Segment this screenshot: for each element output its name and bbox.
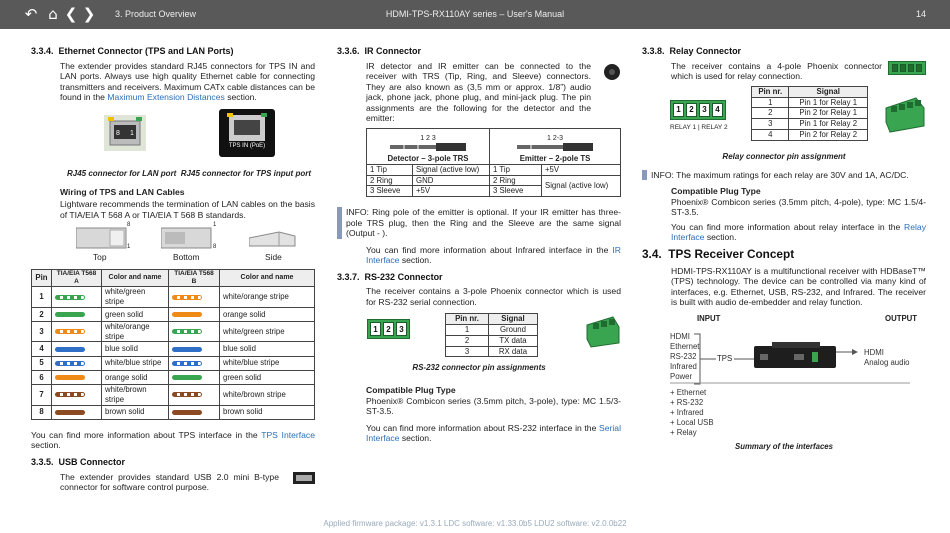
wire-icon: [55, 329, 85, 334]
table-cell: 2 Ring: [367, 175, 413, 186]
plug-pin-numbers: 1 2-3: [547, 134, 563, 142]
relay-plug-image: [882, 94, 926, 134]
wire-icon: [55, 312, 85, 317]
rj45-lan-connector-image: [104, 115, 146, 151]
pin-number: 3: [699, 103, 710, 117]
pin-cell: 4: [32, 342, 52, 356]
relay-pin-table: [751, 86, 868, 141]
figure-caption: RS-232 connector pin assignments: [412, 363, 546, 373]
table-cell: green solid: [220, 370, 315, 384]
paragraph: You can find more information about relay interface in the Relay Interface section.: [671, 221, 926, 243]
back-icon[interactable]: ↶: [24, 5, 38, 24]
wiring-table: [31, 269, 315, 420]
table-row: 3 RX data: [446, 346, 538, 357]
info-note: INFO: Ring pole of the emitter is optional. If your IR emitter has three-pole TRS plug, then the Ring and the Sleeve are the same signal (Output - ).: [337, 207, 621, 238]
table-row: [367, 175, 621, 186]
tps-label: TPS: [717, 353, 733, 363]
column-header: Color and name: [220, 270, 315, 287]
wire-icon: [172, 295, 202, 300]
plug-pin-numbers: 1 2 3: [420, 134, 436, 142]
wire-color-cell: [169, 307, 220, 321]
subheading: Wiring of TPS and LAN Cables: [60, 186, 185, 197]
pin-number: 2: [686, 103, 697, 117]
pin-number: 1: [673, 103, 684, 117]
view-label: Bottom: [173, 252, 200, 263]
input-list: HDMI Ethernet RS-232 Infrared Power: [670, 331, 700, 382]
pin-mark: 1: [213, 222, 217, 229]
table-row: [32, 356, 315, 370]
wire-icon: [55, 375, 85, 380]
previous-page-icon[interactable]: ❮: [64, 5, 78, 24]
section-heading: 3.3.4. Ethernet Connector (TPS and LAN Ports): [31, 46, 234, 56]
wire-color-cell: [52, 342, 102, 356]
table-row: [32, 342, 315, 356]
wire-icon: [55, 347, 85, 352]
pin-cell: 1: [32, 287, 52, 307]
extras-list: + Ethernet + RS-232 + Infrared + Local USB + Relay: [670, 387, 714, 438]
rs232-figure: [337, 313, 621, 363]
table-row: [32, 307, 315, 321]
pin-cell: 7: [32, 385, 52, 405]
trs-plug-image: [388, 143, 468, 151]
wire-icon: [172, 329, 202, 334]
rj45-bottom-view-image: [161, 226, 213, 250]
wire-color-cell: [52, 287, 102, 307]
breadcrumb: 3. Product Overview: [115, 9, 197, 19]
column-header: TIA/EIA T568 A: [52, 270, 102, 287]
paragraph: The extender provides standard USB 2.0 mini B-type connector for software control purpose.: [60, 471, 279, 493]
receiver-device-image: [754, 342, 836, 374]
relay-connector-image: [670, 100, 726, 120]
table-cell: 3 Sleeve: [490, 186, 542, 197]
input-label: INPUT: [697, 313, 721, 323]
pin-mark: 8: [127, 222, 131, 229]
paragraph: Phoenix® Combicon series (3.5mm pitch, 3-pole), type: MC 1.5/3-ST-3.5.: [366, 395, 621, 417]
wire-color-cell: [52, 322, 102, 342]
table-cell: brown solid: [102, 405, 169, 419]
table-row: [32, 322, 315, 342]
paragraph: The receiver contains a 3-pole Phoenix connector which is used for RS-232 serial connection.: [366, 286, 621, 307]
table-row: [367, 164, 621, 175]
paragraph: You can find more information about TPS interface in the TPS Interface section.: [31, 429, 315, 451]
column-header: Signal: [488, 314, 537, 325]
link[interactable]: TPS Interface: [261, 429, 315, 440]
wire-icon: [172, 375, 202, 380]
wire-icon: [172, 410, 202, 415]
table-row: [32, 287, 315, 307]
svg-text:1: 1: [130, 129, 134, 137]
wire-icon: [172, 312, 202, 317]
table-cell: white/orange stripe: [220, 287, 315, 307]
paragraph: IR detector and IR emitter can be connected to the receiver with TRS (Tip, Ring, and Sleeve) connectors. They are also known as (3,5 mm or approx. 1/8”) audio jack, phone jack, phone plug, and mini-jack plug. The pin assignments are the following for the detector and the emitter:: [366, 60, 591, 124]
ir-jack-image: [603, 63, 621, 81]
wire-color-cell: [52, 385, 102, 405]
wire-icon: [55, 295, 85, 300]
table-cell: white/orange stripe: [102, 322, 169, 342]
column-header: Signal: [789, 86, 868, 97]
table-row: 2 TX data: [446, 335, 538, 346]
wire-color-cell: [169, 370, 220, 384]
page-number: 14: [915, 9, 926, 19]
subheading: Compatible Plug Type: [671, 186, 761, 197]
table-row: 3 Pin 1 for Relay 2: [752, 119, 868, 130]
section-heading: 3.4. TPS Receiver Concept: [642, 246, 795, 261]
usb-block: [60, 472, 315, 493]
table-cell: 1 Tip: [490, 164, 542, 175]
svg-text:8: 8: [116, 129, 120, 137]
document-title: HDMI-TPS-RX110AY series – User's Manual: [385, 9, 565, 19]
pin-cell: 2: [32, 307, 52, 321]
relay-mini-connector-image: [888, 61, 926, 75]
next-page-icon[interactable]: ❯: [82, 5, 96, 24]
emitter-header: [490, 128, 621, 164]
pin-cell: 6: [32, 370, 52, 384]
pin-number: 2: [383, 322, 394, 336]
wire-color-cell: [169, 342, 220, 356]
home-icon[interactable]: ⌂: [48, 5, 58, 24]
column-header: Pin: [32, 270, 52, 287]
section-heading: 3.3.7. RS-232 Connector: [337, 271, 443, 282]
table-cell: 2 Ring: [490, 175, 542, 186]
wire-color-cell: [169, 405, 220, 419]
interfaces-diagram: [642, 314, 926, 454]
table-cell: 1 Tip: [367, 164, 413, 175]
pin-mark: 1: [127, 244, 131, 251]
table-row: 1 Ground: [446, 325, 538, 336]
table-cell: white/green stripe: [220, 322, 315, 342]
section-heading: 3.3.6. IR Connector: [337, 46, 422, 56]
paragraph: The receiver contains a 4-pole Phoenix connector which is used for relay connection.: [671, 60, 882, 82]
table-cell: orange solid: [102, 370, 169, 384]
link[interactable]: Relay Interface: [671, 221, 926, 243]
header-bar: [0, 0, 950, 29]
wire-color-cell: [52, 370, 102, 384]
ts-plug-image: [515, 143, 595, 151]
relay-label: RELAY 1 | RELAY 2: [670, 123, 728, 131]
wire-icon: [172, 392, 202, 397]
wire-icon: [172, 361, 202, 366]
table-cell: brown solid: [220, 405, 315, 419]
column-middle: [337, 46, 621, 448]
table-cell: blue solid: [102, 342, 169, 356]
view-label: Side: [265, 252, 282, 263]
table-cell: 3 Sleeve: [367, 186, 413, 197]
paragraph: Phoenix® Combicon series (3.5mm pitch, 4-pole), type: MC 1.5/4-ST-3.5.: [671, 196, 926, 218]
pin-mark: 8: [213, 244, 217, 251]
wire-color-cell: [52, 405, 102, 419]
figure-caption: Summary of the interfaces: [735, 441, 833, 451]
table-row: 2 Pin 2 for Relay 1: [752, 108, 868, 119]
column-header: TIA/EIA T568 B: [169, 270, 220, 287]
column-header: Pin nr.: [446, 314, 489, 325]
relay-figure: [642, 86, 926, 148]
table-cell: white/brown stripe: [102, 385, 169, 405]
output-list: HDMI Analog audio: [864, 347, 910, 368]
column-header: Detector – 3-pole TRS: [387, 154, 469, 164]
output-label: OUTPUT: [885, 313, 918, 323]
figure-caption: RJ45 connector for LAN port: [67, 168, 177, 178]
pin-number: 3: [396, 322, 407, 336]
section-heading: 3.3.8. Relay Connector: [642, 46, 742, 56]
link[interactable]: Serial Interface: [366, 422, 621, 444]
table-cell: +5V: [542, 164, 621, 175]
rj45-views: [31, 224, 315, 266]
wire-icon: [55, 392, 85, 397]
table-cell: white/blue stripe: [220, 356, 315, 370]
table-cell: white/blue stripe: [102, 356, 169, 370]
paragraph: Lightware recommends the termination of LAN cables on the basis of TIA/EIA T 568 A or TIA/EIA T 568 B standards.: [60, 199, 315, 220]
column-header: Color and name: [102, 270, 169, 287]
pin-number: 1: [370, 322, 381, 336]
pin-cell: 3: [32, 322, 52, 342]
table-row: 1 Pin 1 for Relay 1: [752, 97, 868, 108]
pin-cell: 8: [32, 405, 52, 419]
wire-icon: [55, 410, 85, 415]
wire-color-cell: [52, 307, 102, 321]
column-left: [31, 46, 315, 497]
pin-cell: 5: [32, 356, 52, 370]
column-right: [642, 46, 926, 454]
table-cell: GND: [413, 175, 490, 186]
rj45-top-view-image: [76, 226, 131, 251]
figure-caption: RJ45 connector for TPS input port: [180, 168, 311, 178]
wire-icon: [55, 361, 85, 366]
link[interactable]: Maximum Extension Distances: [107, 92, 225, 103]
ir-pin-table: [366, 128, 621, 197]
paragraph: HDMI-TPS-RX110AY is a multifunctional receiver with HDBaseT™ (TPS) technology. The device can be controlled via many kind of interfaces, e.g. Ethernet, USB, RS-232, and Infrared. The receiver is built with audio de-embedder and relay function.: [671, 265, 926, 308]
view-label: Top: [93, 252, 107, 263]
wire-color-cell: [169, 287, 220, 307]
wire-color-cell: [169, 356, 220, 370]
wire-color-cell: [169, 385, 220, 405]
footer: Applied firmware package: v1.3.1 LDC software: v1.33.0b5 LDU2 software: v2.0.0b22: [323, 519, 627, 528]
table-cell: orange solid: [220, 307, 315, 321]
table-row: [32, 405, 315, 419]
link[interactable]: IR Interface: [366, 244, 621, 266]
wire-color-cell: [52, 356, 102, 370]
wire-color-cell: [169, 322, 220, 342]
rs232-plug-image: [583, 313, 621, 349]
table-cell: +5V: [413, 186, 490, 197]
table-cell: Signal (active low): [413, 164, 490, 175]
rs232-connector-image: [367, 319, 410, 339]
subheading: Compatible Plug Type: [366, 385, 456, 396]
table-cell: green solid: [102, 307, 169, 321]
section-heading: 3.3.5. USB Connector: [31, 456, 126, 467]
table-cell: Signal (active low): [542, 175, 621, 196]
table-cell: white/green stripe: [102, 287, 169, 307]
rs232-pin-table: [445, 313, 538, 357]
usb-connector-image: [293, 472, 315, 484]
table-row: [32, 370, 315, 384]
pin-number: 4: [712, 103, 723, 117]
table-row: 4 Pin 2 for Relay 2: [752, 129, 868, 140]
paragraph: You can find more information about Infrared interface in the IR Interface section.: [366, 244, 621, 266]
rj45-figures: [31, 107, 315, 169]
figure-caption: Relay connector pin assignment: [722, 151, 846, 161]
paragraph: The extender provides standard RJ45 connectors for TPS IN and LAN ports. Always use high quality Ethernet cable for connecting transmitters and receivers. Maximum CATx cable distances can be found in the Maximum Extension Distances section.: [60, 60, 315, 103]
divider-line: [670, 380, 910, 386]
rj45-side-view-image: [249, 228, 297, 250]
column-header: Emitter – 2-pole TS: [519, 154, 591, 164]
table-cell: white/brown stripe: [220, 385, 315, 405]
paragraph: You can find more information about RS-232 interface in the Serial Interface section.: [366, 422, 621, 444]
info-note: INFO: The maximum ratings for each relay are 30V and 1A, AC/DC.: [642, 170, 926, 180]
table-cell: blue solid: [220, 342, 315, 356]
tps-port-label: TPS IN (PoE): [228, 142, 266, 149]
detector-header: [367, 128, 490, 164]
wire-icon: [172, 347, 202, 352]
column-header: Pin nr.: [752, 86, 789, 97]
table-row: [32, 385, 315, 405]
